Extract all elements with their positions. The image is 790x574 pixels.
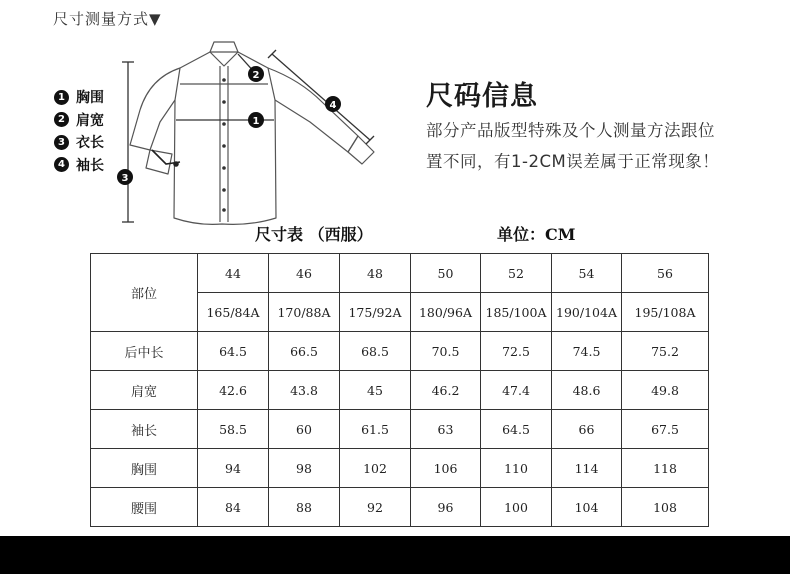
legend-label: 衣长 <box>76 135 104 152</box>
spec-cell: 195/108A <box>622 293 709 332</box>
value-cell: 46.2 <box>411 371 481 410</box>
table-row <box>91 488 709 527</box>
measurement-legend <box>54 86 104 176</box>
size-cell: 44 <box>198 254 269 293</box>
value-cell: 118 <box>622 449 709 488</box>
value-cell: 72.5 <box>481 332 552 371</box>
legend-item-shoulder <box>54 109 104 132</box>
value-cell: 84 <box>198 488 269 527</box>
value-cell: 61.5 <box>340 410 411 449</box>
spec-cell: 170/88A <box>269 293 340 332</box>
value-cell: 64.5 <box>198 332 269 371</box>
value-cell: 74.5 <box>552 332 622 371</box>
value-cell: 92 <box>340 488 411 527</box>
row-label: 肩宽 <box>91 371 198 410</box>
value-cell: 42.6 <box>198 371 269 410</box>
value-cell: 100 <box>481 488 552 527</box>
size-info-note-line-1: 部分产品版型特殊及个人测量方法跟位 <box>426 121 715 140</box>
shirt-measurement-diagram <box>110 40 400 235</box>
measurement-lines <box>122 50 374 222</box>
size-cell: 56 <box>622 254 709 293</box>
table-row <box>91 449 709 488</box>
value-cell: 48.6 <box>552 371 622 410</box>
value-cell: 64.5 <box>481 410 552 449</box>
size-cell: 52 <box>481 254 552 293</box>
value-cell: 108 <box>622 488 709 527</box>
value-cell: 58.5 <box>198 410 269 449</box>
legend-item-sleeve <box>54 154 104 177</box>
value-cell: 63 <box>411 410 481 449</box>
value-cell: 96 <box>411 488 481 527</box>
legend-label: 胸围 <box>76 90 104 107</box>
row-label: 后中长 <box>91 332 198 371</box>
size-table-caption: 尺寸表 （西服） <box>255 225 373 244</box>
value-cell: 45 <box>340 371 411 410</box>
shirt-right-sleeve <box>268 68 358 152</box>
unit-label: 单位：CM <box>497 225 576 244</box>
value-cell: 106 <box>411 449 481 488</box>
legend-item-length <box>54 131 104 154</box>
number-badge-icon: 2 <box>54 112 69 127</box>
marker-label: 3 <box>121 173 129 184</box>
value-cell: 75.2 <box>622 332 709 371</box>
value-cell: 67.5 <box>622 410 709 449</box>
size-cell: 50 <box>411 254 481 293</box>
marker-label: 2 <box>252 70 260 81</box>
table-row <box>91 332 709 371</box>
size-cell: 54 <box>552 254 622 293</box>
spec-cell: 175/92A <box>340 293 411 332</box>
size-table <box>90 253 709 527</box>
marker-label: 4 <box>329 100 337 111</box>
value-cell: 104 <box>552 488 622 527</box>
shirt-left-cuff <box>146 150 172 174</box>
row-label: 袖长 <box>91 410 198 449</box>
shirt-placket <box>220 66 228 222</box>
value-cell: 60 <box>269 410 340 449</box>
shirt-left-sleeve <box>130 68 180 150</box>
value-cell: 114 <box>552 449 622 488</box>
sleeve-line <box>272 54 370 140</box>
spec-cell: 180/96A <box>411 293 481 332</box>
spec-cell: 185/100A <box>481 293 552 332</box>
value-cell: 47.4 <box>481 371 552 410</box>
legend-item-chest <box>54 86 104 109</box>
value-cell: 88 <box>269 488 340 527</box>
row-label: 腰围 <box>91 488 198 527</box>
number-badge-icon: 3 <box>54 135 69 150</box>
bottom-black-bar <box>0 536 790 574</box>
spec-cell: 165/84A <box>198 293 269 332</box>
shirt-buttons <box>222 78 226 212</box>
value-cell: 68.5 <box>340 332 411 371</box>
marker-label: 1 <box>252 116 260 127</box>
number-badge-icon: 1 <box>54 90 69 105</box>
value-cell: 102 <box>340 449 411 488</box>
size-cell: 46 <box>269 254 340 293</box>
value-cell: 43.8 <box>269 371 340 410</box>
value-cell: 70.5 <box>411 332 481 371</box>
value-cell: 49.8 <box>622 371 709 410</box>
value-cell: 98 <box>269 449 340 488</box>
legend-label: 肩宽 <box>76 112 104 129</box>
value-cell: 66.5 <box>269 332 340 371</box>
row-label: 胸围 <box>91 449 198 488</box>
legend-label: 袖长 <box>76 157 104 174</box>
value-cell: 110 <box>481 449 552 488</box>
table-row <box>91 410 709 449</box>
value-cell: 66 <box>552 410 622 449</box>
size-info-title: 尺码信息 <box>426 81 538 112</box>
size-header-row <box>91 254 709 293</box>
number-badge-icon: 4 <box>54 157 69 172</box>
table-row <box>91 371 709 410</box>
corner-header-cell: 部位 <box>91 254 198 332</box>
value-cell: 94 <box>198 449 269 488</box>
size-info-note-line-2: 置不同，有1-2CM误差属于正常现象！ <box>426 152 720 171</box>
measurement-method-title: 尺寸测量方式▼ <box>53 10 162 28</box>
spec-cell: 190/104A <box>552 293 622 332</box>
size-cell: 48 <box>340 254 411 293</box>
shirt-collar <box>210 42 238 66</box>
